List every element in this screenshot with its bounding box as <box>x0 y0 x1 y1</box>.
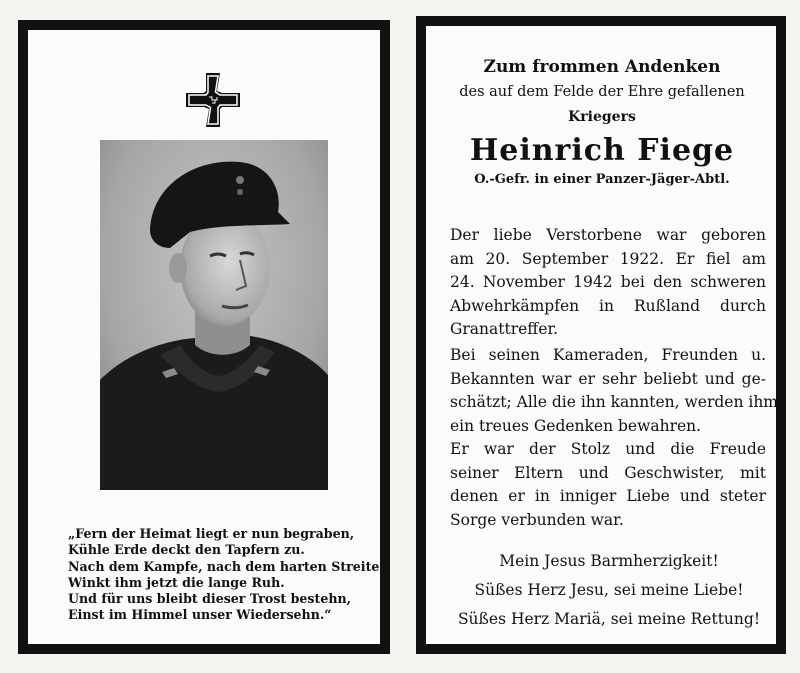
poem-line: „Fern der Heimat liegt er nun begraben, <box>68 526 355 541</box>
paragraph-line: 24. November 1942 bei den schweren <box>450 273 766 291</box>
paragraph-line: denen er in inniger Liebe und steter <box>450 487 766 505</box>
iron-cross-icon <box>186 73 240 127</box>
paragraph-line: Abwehrkämpfen in Rußland durch <box>450 296 766 315</box>
poem-line: Und für uns bleibt dieser Trost bestehn, <box>68 591 352 607</box>
memorial-word: Kriegers <box>568 109 636 125</box>
paragraph-line: seiner Eltern und Geschwister, mit <box>450 463 766 482</box>
poem-line: Einst im Himmel unser Wiedersehn.“ <box>68 607 332 623</box>
poem-line: Winkt ihm jetzt die lange Ruh. <box>68 574 285 590</box>
memorial-subtitle: des auf dem Felde der Ehre gefallenen <box>459 84 745 100</box>
soldier-portrait <box>100 140 328 490</box>
paragraph-line: Granattreffer. <box>450 320 559 338</box>
prayer-line: Süßes Herz Jesu, sei meine Liebe! <box>474 581 744 599</box>
character-paragraph <box>450 344 778 438</box>
paragraph-line: am 20. September 1922. Er fiel am <box>450 249 766 268</box>
family-paragraph <box>450 438 766 532</box>
paragraph-line: ein treues Gedenken bewahren. <box>450 416 702 435</box>
paragraph-line: Er war der Stolz und die Freude <box>450 440 766 458</box>
prayer-line: Mein Jesus Barmherzigkeit! <box>499 552 719 570</box>
right-memorial-card <box>416 16 786 654</box>
poem-line: Nach dem Kampfe, nach dem harten Streite <box>68 558 380 574</box>
paragraph-line: Bekannten war er sehr beliebt und ge- <box>450 369 766 388</box>
paragraph-line: Bei seinen Kameraden, Freunden u. <box>450 346 766 364</box>
paragraph-line: Sorge verbunden war. <box>450 510 624 529</box>
left-memorial-card <box>18 20 390 654</box>
memorial-title: Zum frommen Andenken <box>483 57 721 77</box>
paragraph-line: Der liebe Verstorbene war geboren <box>450 226 766 244</box>
paragraph-line: schätzt; Alle die ihn kannten, werden ihm <box>450 393 778 411</box>
prayer-lines <box>446 547 772 634</box>
soldier-name: Heinrich Fiege <box>469 133 735 168</box>
poem-line: Kühle Erde deckt den Tapfern zu. <box>68 542 305 558</box>
memorial-poem <box>68 526 380 624</box>
biography-paragraph <box>450 224 766 342</box>
prayer-line: Süßes Herz Mariä, sei meine Rettung! <box>457 610 761 628</box>
memorial-header <box>442 56 762 189</box>
soldier-rank: O.-Gefr. in einer Panzer-Jäger-Abtl. <box>474 172 730 187</box>
